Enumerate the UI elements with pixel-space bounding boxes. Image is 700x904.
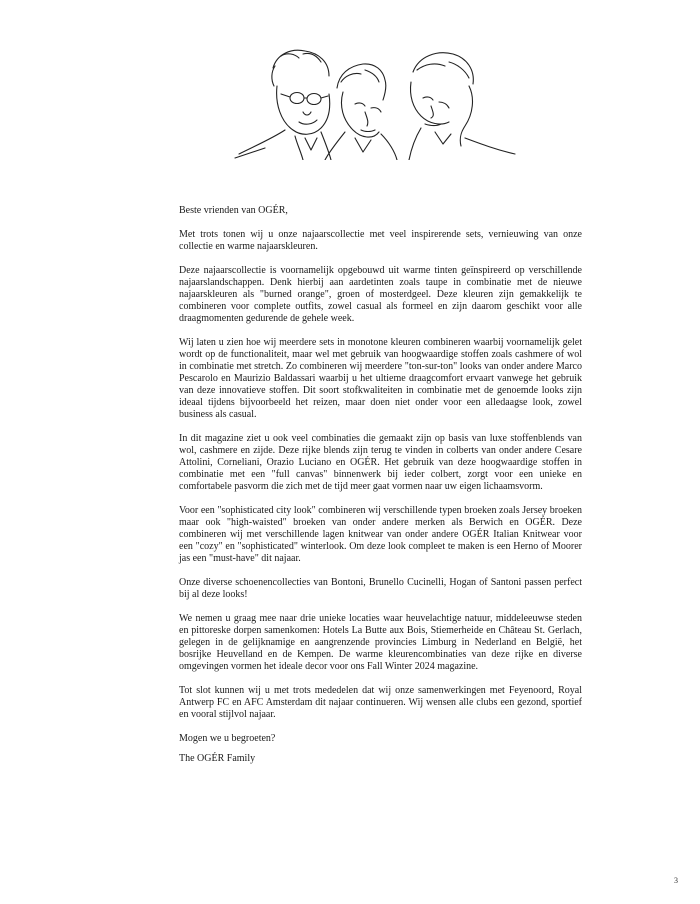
letter-paragraph: Wij laten u zien hoe wij meerdere sets in monotone kleuren combineren waarbij voornamelijk gelet wordt op de functionaliteit, maar wel met gebruik van hoogwaardige stoffen zoals cashmere of wol in combinatie met stretch. Zo combineren wij meerdere "ton-sur-ton" looks van onder andere Marco Pescarolo en Maurizio Baldassari waarbij u het ultieme draagcomfort ervaart vanwege het gebruik van deze innovatieve stoffen. Dit soort stofkwaliteiten in combinatie met de genoemde looks zijn ideaal tijdens bijvoorbeeld het reizen, maar doen niet onder voor een alledaagse look, zowel business als casual. — [179, 337, 582, 420]
man-with-glasses-sketch — [235, 50, 331, 160]
right-man-sketch — [409, 53, 515, 160]
page-number: 3 — [674, 876, 678, 885]
letter-paragraph: Met trots tonen wij u onze najaarscollectie met veel inspirerende sets, vernieuwing van onze collectie en warme najaarskleuren. — [179, 229, 582, 252]
letter-paragraph: Onze diverse schoenencollecties van Bontoni, Brunello Cucinelli, Hogan of Santoni passen perfect bij al deze looks! — [179, 577, 582, 600]
letter-signature: The OGÉR Family — [179, 753, 256, 764]
letter-paragraph: In dit magazine ziet u ook veel combinaties die gemaakt zijn op basis van luxe stoffenblends van wol, cashmere en zijde. Deze rijke blends zijn terug te vinden in colberts van onder andere Cesare Attolini, Corneliani, Orazio Luciano en OGÉR. Het gebruik van deze hoogwaardige stoffen in combinatie met een "full canvas" binnenwerk bij ieder colbert, zorgt voor een unieke en comfortabele pasvorm die zich met de tijd meer gaat vormen naar uw eigen lichaamsvorm. — [179, 433, 582, 492]
letter-paragraph: Deze najaarscollectie is voornamelijk opgebouwd uit warme tinten geïnspireerd op verschillende najaarslandschappen. Denk hierbij aan aardetinten zoals taupe in combinatie met de nieuwe najaarskleuren als "burned orange", groen of mosterdgeel. Deze kleuren zijn gemakkelijk te combineren voor complete outfits, zowel casual als formeel en zijn daarom geschikt voor alle draagmomenten gedurende de gehele week. — [179, 265, 582, 324]
middle-man-sketch — [325, 64, 397, 160]
letter-paragraph: Voor een "sophisticated city look" combineren wij verschillende typen broeken zoals Jersey broeken maar ook "high-waisted" broeken van onder andere merken als Berwich en OGÉR. Deze combineren wij met verschillende lagen knitwear van onder andere OGÉR Italian Knitwear voor een "cozy" en "sophisticated" winterlook. Om deze look compleet te maken is een Herno of Moorer jas een "must-have" dit najaar. — [179, 505, 582, 564]
letter-salutation: Beste vrienden van OGÉR, — [179, 205, 288, 216]
three-men-line-drawing — [225, 42, 520, 160]
letter-body — [179, 205, 582, 773]
letter-paragraph: Tot slot kunnen wij u met trots mededelen dat wij onze samenwerkingen met Feyenoord, Royal Antwerp FC en AFC Amsterdam dit najaar continueren. Wij wensen alle clubs een gezond, sportief en vooral stijlvol najaar. — [179, 685, 582, 720]
letter-closing: Mogen we u begroeten? — [179, 733, 276, 744]
letter-paragraph: We nemen u graag mee naar drie unieke locaties waar heuvelachtige natuur, middeleeuwse steden en pittoreske dorpen samenkomen: Hotels La Butte aux Bois, Stiemerheide en Château St. Gerlach, gelegen in de gelijknamige en aangrenzende provincies Limburg in Nederland en België, het bosrijke Heuvelland en de Kempen. De warme kleurencombinaties van deze rijke en diverse omgevingen vormen het ideale decor voor ons Fall Winter 2024 magazine. — [179, 613, 582, 672]
